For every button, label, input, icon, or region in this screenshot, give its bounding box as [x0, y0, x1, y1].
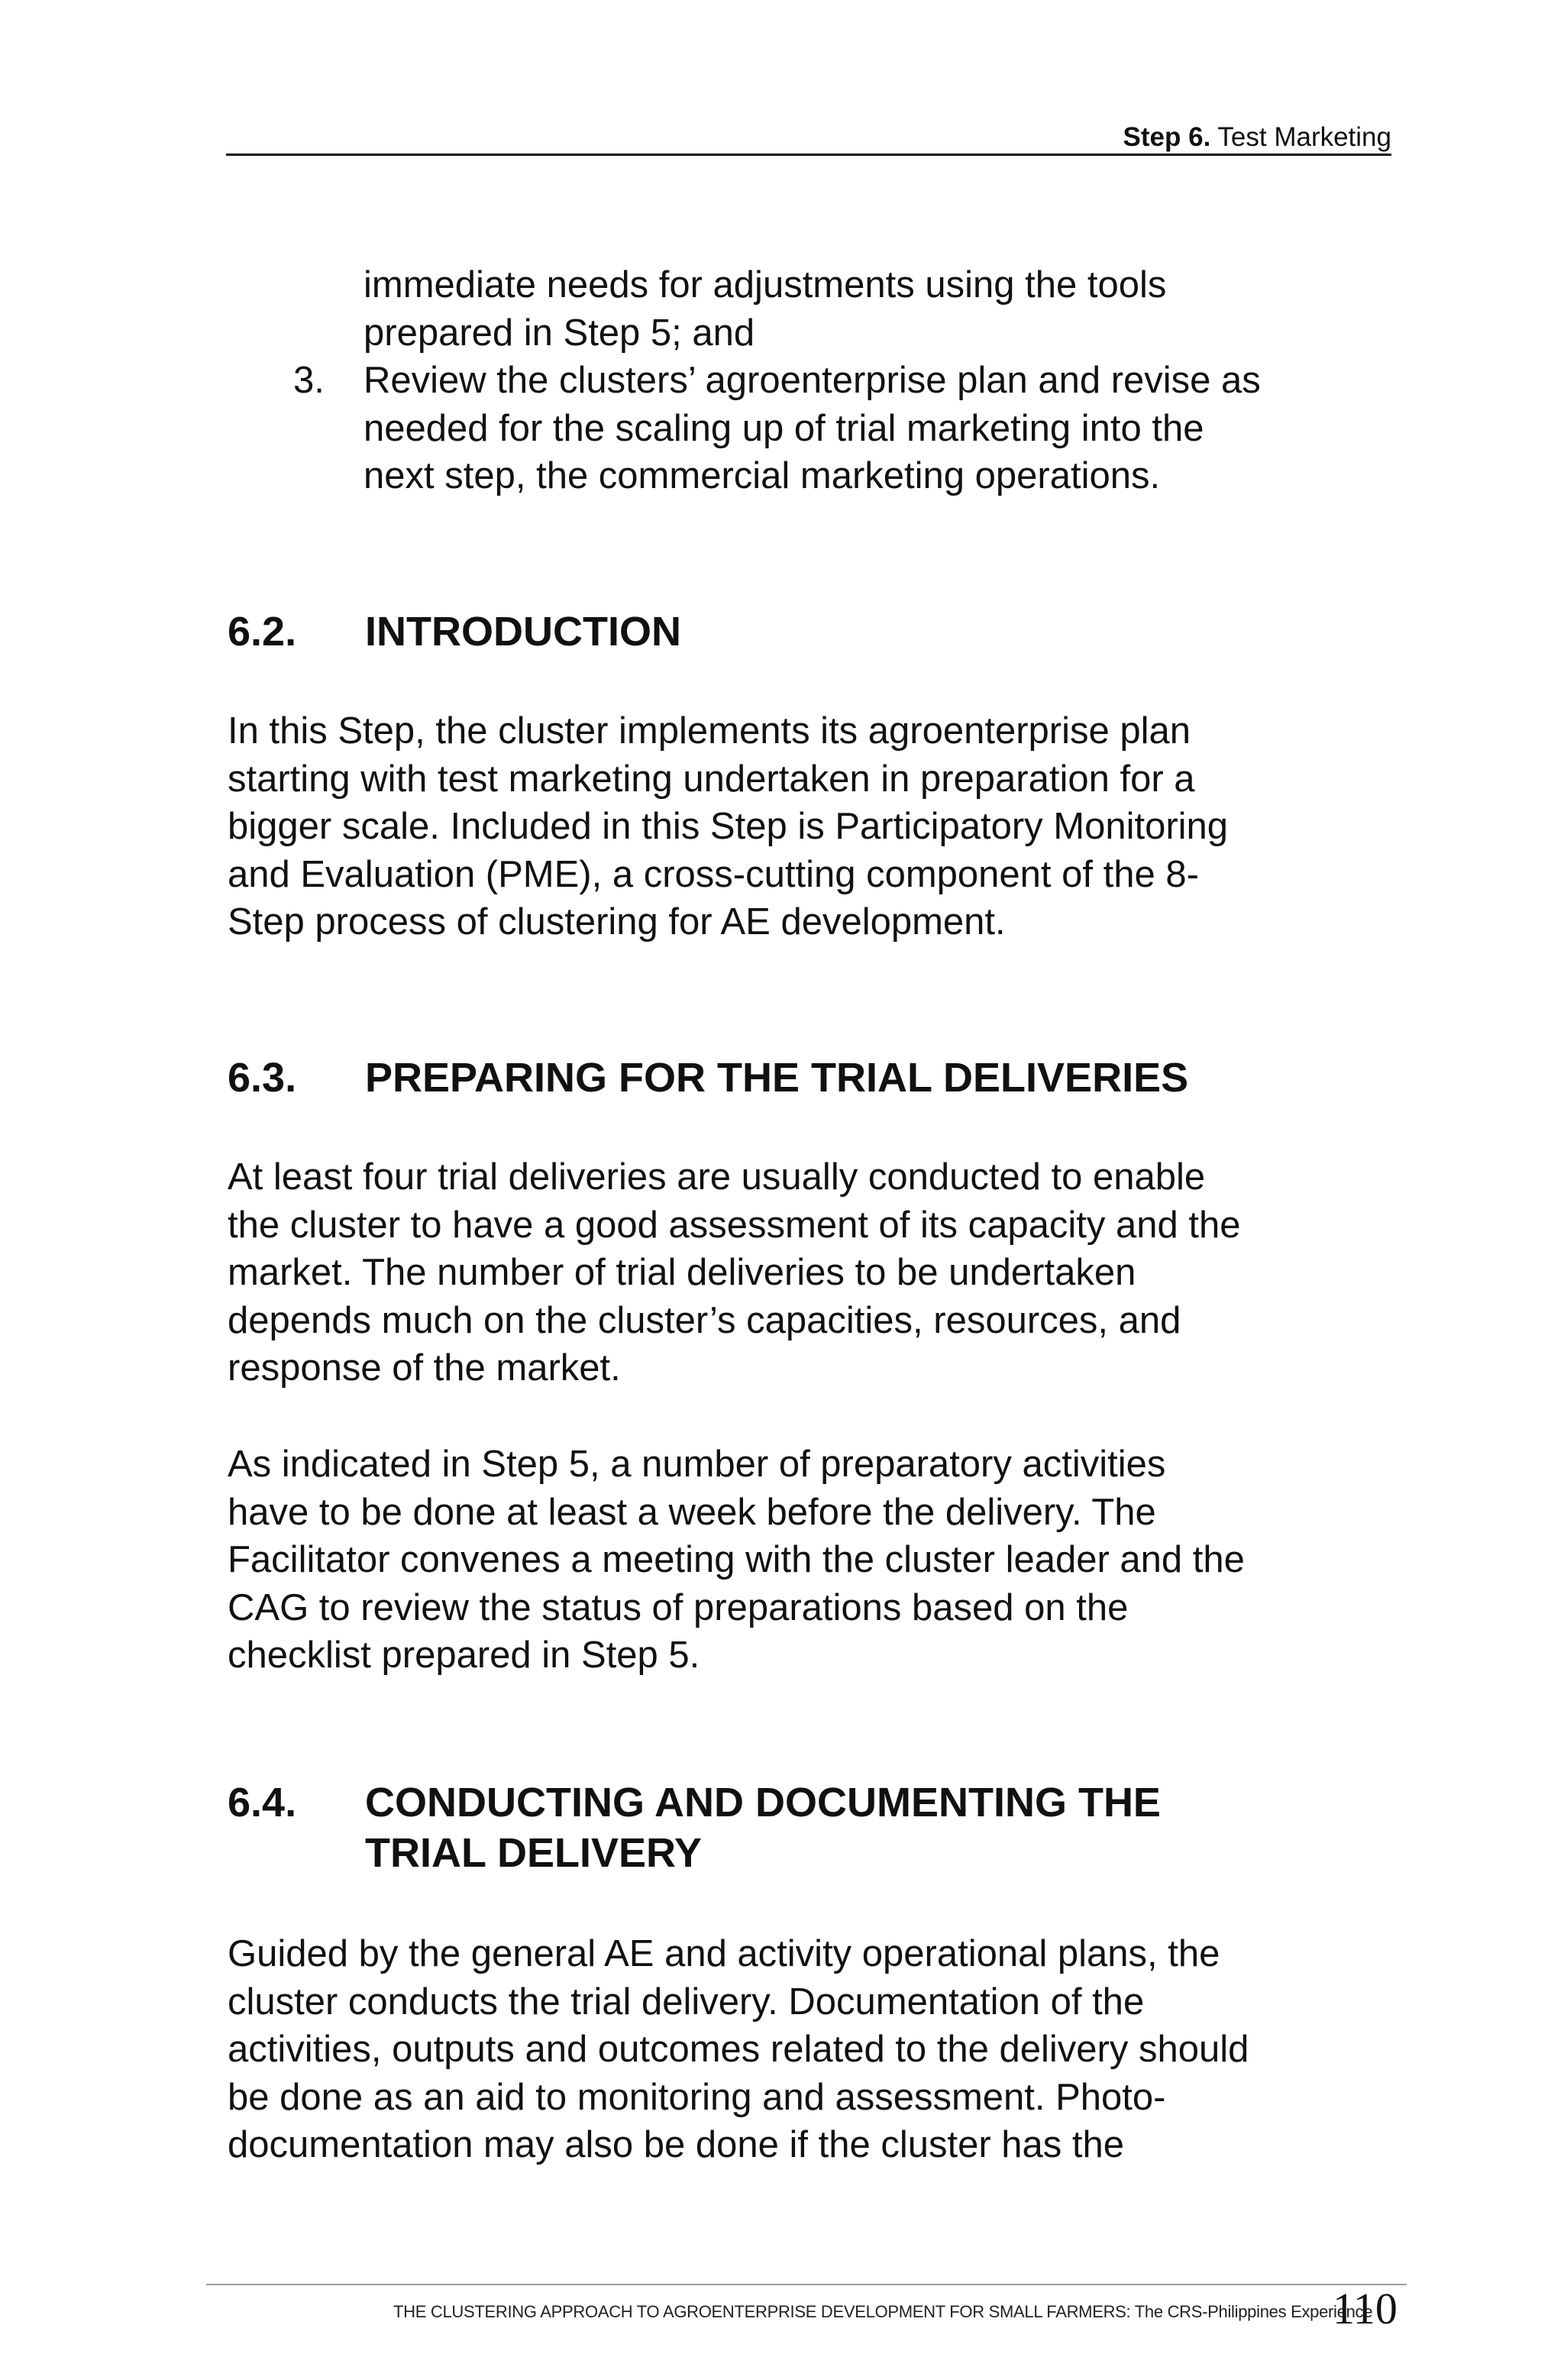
section-title-line: CONDUCTING AND DOCUMENTING THE	[365, 1780, 1161, 1825]
header-rule	[226, 154, 1391, 156]
text-line: starting with test marketing undertaken in preparation for a	[228, 758, 1195, 800]
text-line: next step, the commercial marketing operations.	[364, 455, 1161, 496]
list-item-3-number: 3.	[293, 360, 325, 401]
text-line: immediate needs for adjustments using the tools	[364, 264, 1167, 306]
section-number: 6.2.	[228, 609, 297, 655]
text-line: activities, outputs and outcomes related to the delivery should	[228, 2029, 1249, 2070]
text-line: bigger scale. Included in this Step is Participatory Monitoring	[228, 806, 1229, 847]
list-item-2-continuation	[364, 261, 1391, 357]
text-line: the cluster to have a good assessment of its capacity and the	[228, 1204, 1241, 1246]
text-line: needed for the scaling up of trial marketing into the	[364, 407, 1204, 449]
text-line: Review the clusters’ agroenterprise plan and revise as	[364, 360, 1261, 401]
text-line: Facilitator convenes a meeting with the cluster leader and the	[228, 1539, 1245, 1580]
text-line: Guided by the general AE and activity operational plans, the	[228, 1933, 1220, 1974]
paragraph-preparatory-activities	[228, 1441, 1388, 1680]
text-line: In this Step, the cluster implements its agroenterprise plan	[228, 710, 1191, 752]
text-line: documentation may also be done if the cluster has the	[228, 2124, 1124, 2165]
text-line: Step process of clustering for AE development.	[228, 901, 1006, 943]
text-line: and Evaluation (PME), a cross-cutting component of the 8-	[228, 853, 1199, 895]
text-line: CAG to review the status of preparations based on the	[228, 1586, 1129, 1628]
section-title: INTRODUCTION	[365, 609, 681, 655]
text-line: response of the market.	[228, 1347, 621, 1389]
text-line: As indicated in Step 5, a number of preparatory activities	[228, 1444, 1166, 1485]
running-head	[226, 121, 1391, 154]
text-line: checklist prepared in Step 5.	[228, 1635, 700, 1676]
section-number: 6.3.	[228, 1055, 297, 1101]
section-title: PREPARING FOR THE TRIAL DELIVERIES	[365, 1055, 1189, 1101]
text-line: cluster conducts the trial delivery. Documentation of the	[228, 1981, 1145, 2023]
running-head-step: Step 6.	[1123, 122, 1211, 152]
section-title-line: TRIAL DELIVERY	[365, 1830, 703, 1876]
paragraph-conducting	[228, 1930, 1388, 2169]
text-line: market. The number of trial deliveries to be undertaken	[228, 1252, 1136, 1293]
section-number: 6.4.	[228, 1780, 297, 1825]
text-line: have to be done at least a week before the delivery. The	[228, 1491, 1156, 1533]
footer-book-title: THE CLUSTERING APPROACH TO AGROENTERPRISE DEVELOPMENT FOR SMALL FARMERS: The CRS-Philippines Experience	[393, 2302, 1373, 2321]
text-line: At least four trial deliveries are usually conducted to enable	[228, 1156, 1206, 1198]
text-line: depends much on the cluster’s capacities, resources, and	[228, 1299, 1181, 1341]
footer-rule	[206, 2284, 1407, 2285]
paragraph-introduction	[228, 707, 1388, 946]
page-number: 110	[1333, 2284, 1398, 2333]
section-title	[365, 1777, 1358, 1878]
paragraph-trial-deliveries-count	[228, 1153, 1388, 1392]
text-line: prepared in Step 5; and	[364, 312, 755, 354]
text-line: be done as an aid to monitoring and assessment. Photo-	[228, 2076, 1166, 2118]
list-item-3-text	[364, 357, 1391, 500]
running-head-title: Test Marketing	[1217, 122, 1391, 152]
